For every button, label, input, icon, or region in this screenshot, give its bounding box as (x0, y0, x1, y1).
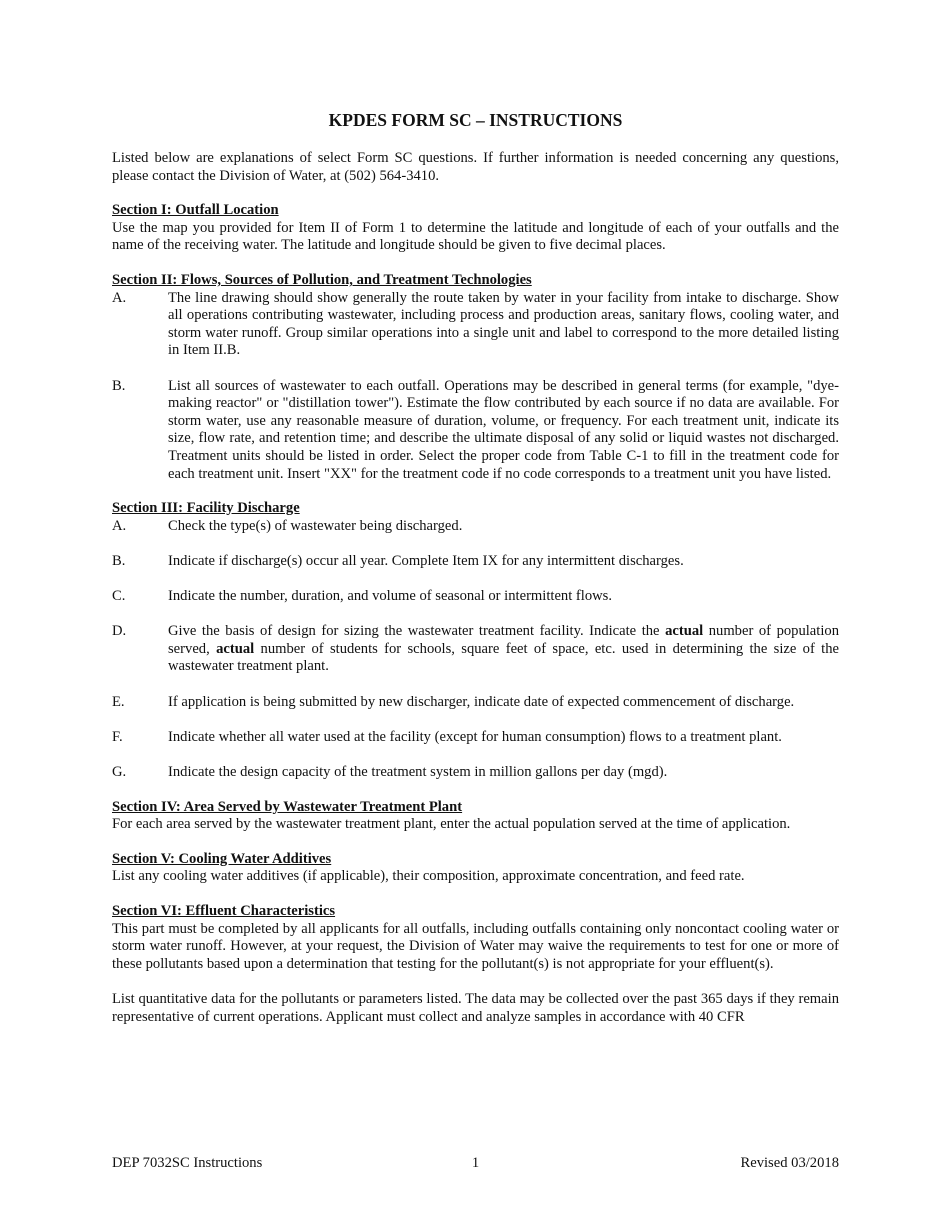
section-body: List quantitative data for the pollutants or parameters listed. The data may be collected over the past 365 days if they remain representative of current operations. Applicant must collect and analyze samples in accordance with 40 CFR (112, 990, 839, 1025)
item-text: Indicate the number, duration, and volume of seasonal or intermittent flows. (168, 588, 612, 605)
intro-paragraph: Listed below are explanations of select Form SC questions. If further information is needed concerning any questions, please contact the Division of Water, at (502) 564-3410. (112, 150, 839, 184)
emphasis-actual: actual (216, 640, 255, 657)
item-text-part: number of population served, (168, 623, 839, 657)
document-page (112, 110, 839, 1043)
item-text (168, 623, 839, 676)
item-letter: F. (112, 728, 123, 745)
section-heading: Section IV: Area Served by Wastewater Treatment Plant (112, 798, 463, 815)
page-footer (112, 1155, 839, 1173)
section-heading: Section I: Outfall Location (112, 202, 279, 219)
list-item (112, 729, 839, 747)
footer-form-id: DEP 7032SC Instructions (112, 1155, 263, 1171)
item-text: Indicate if discharge(s) occur all year. Complete Item IX for any intermittent discharges. (168, 552, 684, 569)
list-item (112, 518, 839, 536)
item-letter: C. (112, 588, 126, 605)
section-body: This part must be completed by all applicants for all outfalls, including outfalls containing only noncontact cooling water or storm water runoff. However, at your request, the Division of Water may waive the requirements to test for one or more of these pollutants based upon a determination that testing for the pollutant(s) is not appropriate for your effluent(s). (112, 920, 839, 972)
item-text: Indicate the design capacity of the treatment system in million gallons per day (mgd). (168, 764, 668, 780)
section-heading: Section II: Flows, Sources of Pollution, and Treatment Technologies (112, 271, 532, 288)
item-letter: B. (112, 377, 126, 394)
emphasis-actual: actual (665, 623, 704, 640)
item-letter: A. (112, 517, 127, 534)
item-letter: E. (112, 693, 125, 710)
list-item (112, 378, 839, 484)
item-letter: A. (112, 289, 127, 306)
item-text: The line drawing should show generally the route taken by water in your facility from intake to discharge. Show all operations contributing wastewater, including process and production areas, sanitary flows, cooling water, and storm water runoff. Group similar operations into a single unit and label to correspond to the more detailed listing in Item II.B. (168, 289, 839, 359)
section-effluent (112, 903, 839, 1026)
page-number: 1 (471, 1155, 480, 1171)
item-text: List all sources of wastewater to each outfall. Operations may be described in general terms (for example, "dye-making reactor" or "distillation tower"). Estimate the flow contributed by each source if no data are available. For storm water, use any reasonable measure of duration, volume, or frequency. For each treatment unit, indicate its size, flow rate, and retention time; and describe the ultimate disposal of any solid or liquid wastes not discharged. Treatment units should be listed in order. Select the proper code from Table C-1 to fill in the treatment code for each treatment unit. Insert "XX" for the treatment code if no code corresponds to a treatment unit you have listed. (168, 377, 839, 482)
item-letter: D. (112, 623, 127, 640)
item-text-part: Give the basis of design for sizing the wastewater treatment facility. Indicate the (168, 623, 666, 640)
section-heading: Section III: Facility Discharge (112, 500, 300, 517)
list-item (112, 553, 839, 571)
item-text: Indicate whether all water used at the facility (except for human consumption) flows to a treatment plant. (168, 728, 782, 745)
section-flows-sources (112, 272, 839, 483)
item-text-part: number of students for schools, square feet of space, etc. used in determining the size of the wastewater treatment plant. (168, 640, 840, 675)
section-body: List any cooling water additives (if applicable), their composition, approximate concentration, and feed rate. (112, 868, 745, 885)
section-area-served (112, 799, 839, 834)
item-text: Check the type(s) of wastewater being discharged. (168, 517, 463, 534)
section-outfall-location (112, 202, 839, 255)
section-body: Use the map you provided for Item II of Form 1 to determine the latitude and longitude of each of your outfalls and the name of the receiving water. The latitude and longitude should be given to five decimal places. (112, 219, 839, 254)
list-item (112, 588, 839, 606)
page-title: KPDES FORM SC – INSTRUCTIONS (328, 110, 623, 130)
list-item (112, 694, 839, 712)
list-item (112, 764, 839, 782)
section-body: For each area served by the wastewater treatment plant, enter the actual population served at the time of application. (112, 816, 791, 833)
list-item (112, 623, 839, 676)
footer-revision: Revised 03/2018 (740, 1155, 839, 1171)
section-heading: Section V: Cooling Water Additives (112, 850, 332, 867)
section-heading: Section VI: Effluent Characteristics (112, 902, 336, 919)
item-letter: B. (112, 552, 126, 569)
section-cooling-water (112, 851, 839, 886)
list-item (112, 290, 839, 360)
section-facility-discharge (112, 500, 839, 782)
item-text: If application is being submitted by new discharger, indicate date of expected commencement of discharge. (168, 693, 795, 710)
item-letter: G. (112, 764, 127, 780)
